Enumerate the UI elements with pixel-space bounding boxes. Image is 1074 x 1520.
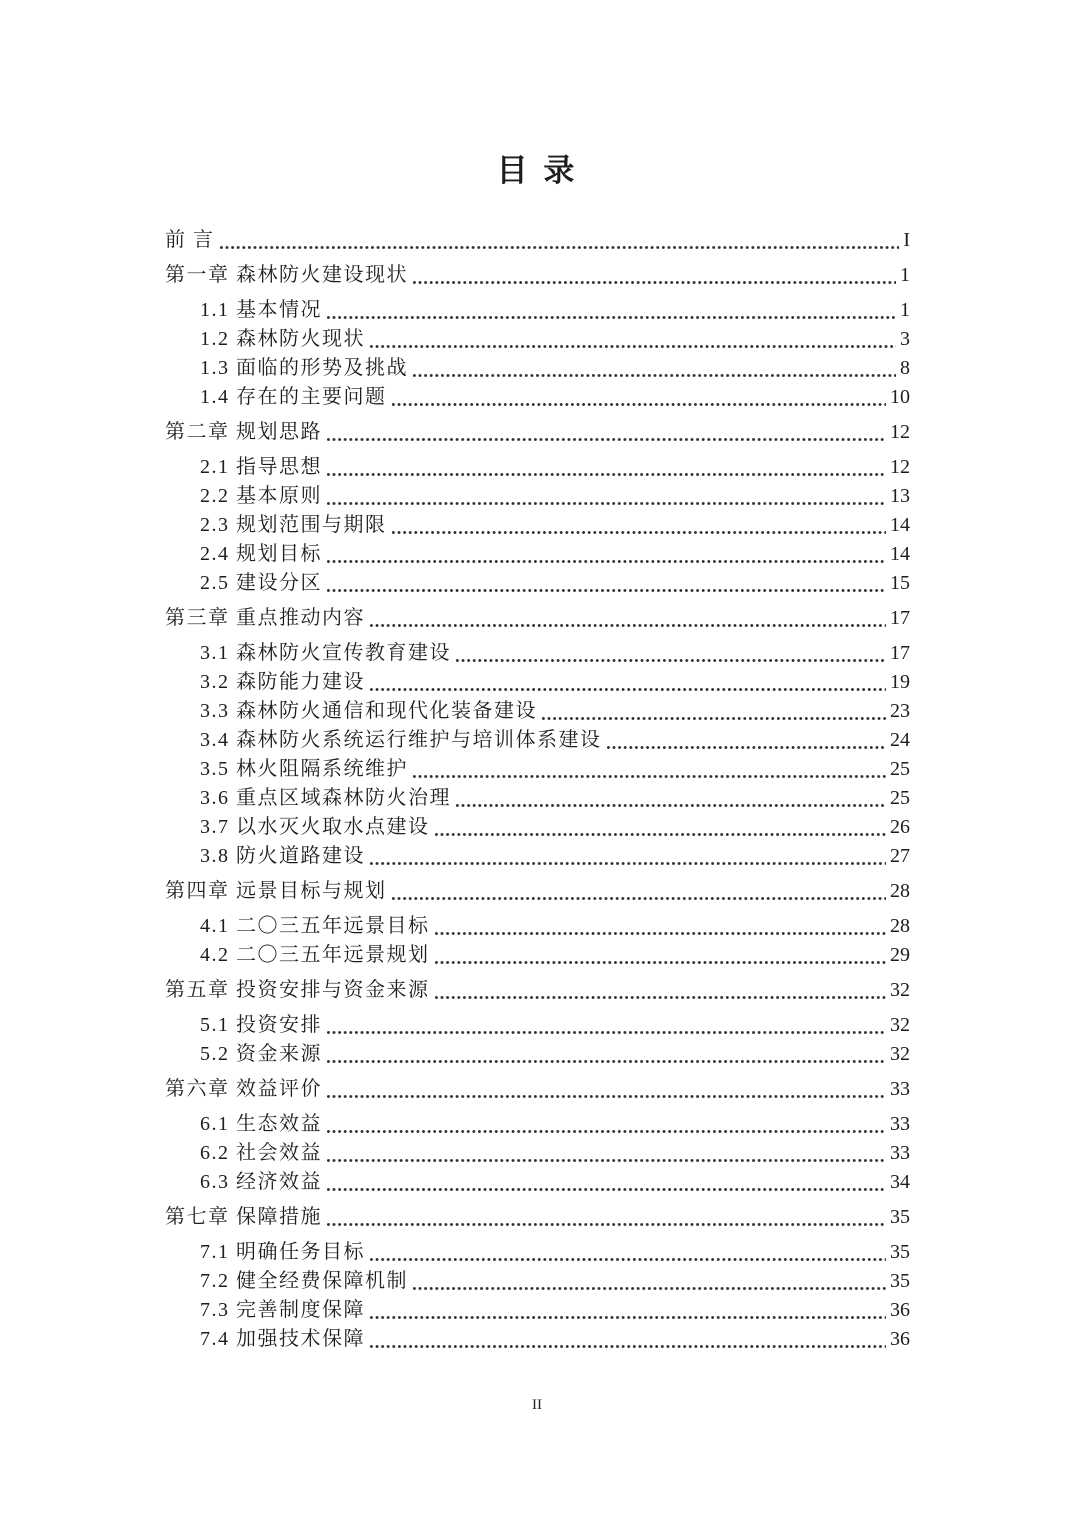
toc-entry-page: 23 (890, 700, 910, 722)
toc-entry-page: 3 (900, 328, 910, 350)
toc-leader-dots (327, 316, 896, 319)
toc-row (165, 226, 910, 255)
toc-entry-page: 27 (890, 845, 910, 867)
toc-entry-label: 第二章 规划思路 (165, 421, 322, 443)
toc-row (165, 1110, 910, 1139)
toc-row (165, 1325, 910, 1354)
toc-entry-label: 7.3 完善制度保障 (200, 1299, 365, 1321)
toc-entry-label: 2.2 基本原则 (200, 485, 322, 507)
toc-entry-page: 12 (890, 421, 910, 443)
toc-entry-label: 1.2 森林防火现状 (200, 328, 365, 350)
toc-row (165, 1203, 910, 1232)
toc-leader-dots (327, 589, 886, 592)
toc-leader-dots (327, 1159, 886, 1162)
toc-row (165, 482, 910, 511)
toc-entry-label: 3.3 森林防火通信和现代化装备建设 (200, 700, 537, 722)
toc-row (165, 325, 910, 354)
toc-row (165, 540, 910, 569)
toc-leader-dots (370, 1345, 886, 1348)
toc-row (165, 453, 910, 482)
toc-leader-dots (370, 1316, 886, 1319)
toc-leader-dots (370, 688, 886, 691)
toc-list (165, 226, 910, 1354)
toc-row (165, 697, 910, 726)
toc-leader-dots (370, 862, 886, 865)
toc-entry-page: 14 (890, 514, 910, 536)
toc-leader-dots (413, 775, 886, 778)
toc-entry-page: 12 (890, 456, 910, 478)
toc-row (165, 383, 910, 412)
toc-entry-label: 1.1 基本情况 (200, 299, 322, 321)
toc-entry-page: 33 (890, 1113, 910, 1135)
toc-row (165, 569, 910, 598)
toc-entry-label: 4.1 二〇三五年远景目标 (200, 915, 430, 937)
toc-leader-dots (413, 281, 896, 284)
toc-entry-page: 35 (890, 1270, 910, 1292)
toc-entry-label: 5.1 投资安排 (200, 1014, 322, 1036)
toc-entry-page: 32 (890, 1014, 910, 1036)
toc-leader-dots (327, 1130, 886, 1133)
toc-leader-dots (327, 1031, 886, 1034)
toc-leader-dots (435, 932, 887, 935)
toc-entry-label: 3.2 森防能力建设 (200, 671, 365, 693)
toc-entry-page: 17 (890, 607, 910, 629)
toc-entry-page: 32 (890, 979, 910, 1001)
toc-leader-dots (542, 717, 886, 720)
toc-row (165, 1238, 910, 1267)
toc-row (165, 1267, 910, 1296)
toc-entry-page: 33 (890, 1142, 910, 1164)
toc-entry-page: 34 (890, 1171, 910, 1193)
toc-leader-dots (327, 1060, 886, 1063)
toc-leader-dots (327, 560, 886, 563)
toc-title: 目 录 (496, 153, 579, 188)
toc-entry-label: 第六章 效益评价 (165, 1078, 322, 1100)
toc-row (165, 511, 910, 540)
toc-leader-dots (370, 345, 896, 348)
toc-leader-dots (456, 804, 886, 807)
toc-row (165, 261, 910, 290)
toc-entry-page: 35 (890, 1206, 910, 1228)
toc-entry-label: 4.2 二〇三五年远景规划 (200, 944, 430, 966)
toc-leader-dots (370, 1258, 886, 1261)
toc-entry-page: 19 (890, 671, 910, 693)
toc-entry-label: 1.4 存在的主要问题 (200, 386, 387, 408)
toc-row (165, 755, 910, 784)
toc-entry-label: 2.1 指导思想 (200, 456, 322, 478)
toc-leader-dots (435, 833, 887, 836)
toc-entry-page: 33 (890, 1078, 910, 1100)
toc-entry-page: 26 (890, 816, 910, 838)
toc-entry-page: 29 (890, 944, 910, 966)
toc-leader-dots (392, 897, 887, 900)
toc-row (165, 976, 910, 1005)
toc-entry-page: 15 (890, 572, 910, 594)
toc-row (165, 813, 910, 842)
toc-entry-label: 2.3 规划范围与期限 (200, 514, 387, 536)
toc-entry-page: 36 (890, 1328, 910, 1350)
toc-entry-label: 2.4 规划目标 (200, 543, 322, 565)
toc-row (165, 1168, 910, 1197)
toc-entry-page: 14 (890, 543, 910, 565)
toc-leader-dots (435, 961, 887, 964)
toc-row (165, 1139, 910, 1168)
toc-entry-label: 6.2 社会效益 (200, 1142, 322, 1164)
toc-row (165, 354, 910, 383)
toc-leader-dots (327, 1188, 886, 1191)
toc-row (165, 726, 910, 755)
toc-entry-page: 35 (890, 1241, 910, 1263)
toc-entry-page: 17 (890, 642, 910, 664)
page-footer (0, 1396, 1074, 1414)
toc-leader-dots (327, 1095, 886, 1098)
toc-leader-dots (327, 438, 886, 441)
toc-entry-label: 第四章 远景目标与规划 (165, 880, 387, 902)
toc-entry-page: 1 (900, 299, 910, 321)
toc-row (165, 668, 910, 697)
toc-entry-label: 3.4 森林防火系统运行维护与培训体系建设 (200, 729, 602, 751)
toc-leader-dots (435, 996, 887, 999)
toc-row (165, 912, 910, 941)
toc-row (165, 842, 910, 871)
toc-entry-label: 3.1 森林防火宣传教育建设 (200, 642, 451, 664)
toc-leader-dots (220, 246, 900, 249)
toc-row (165, 604, 910, 633)
toc-leader-dots (607, 746, 887, 749)
toc-row (165, 296, 910, 325)
toc-entry-page: I (903, 229, 910, 251)
toc-entry-label: 第三章 重点推动内容 (165, 607, 365, 629)
toc-leader-dots (327, 502, 886, 505)
toc-entry-page: 32 (890, 1043, 910, 1065)
toc-row (165, 418, 910, 447)
toc-entry-page: 13 (890, 485, 910, 507)
toc-leader-dots (327, 473, 886, 476)
toc-entry-label: 6.1 生态效益 (200, 1113, 322, 1135)
toc-row (165, 1040, 910, 1069)
toc-leader-dots (327, 1223, 886, 1226)
toc-row (165, 784, 910, 813)
toc-entry-label: 7.4 加强技术保障 (200, 1328, 365, 1350)
toc-entry-label: 3.8 防火道路建设 (200, 845, 365, 867)
toc-row (165, 941, 910, 970)
toc-entry-page: 28 (890, 915, 910, 937)
toc-entry-page: 10 (890, 386, 910, 408)
toc-leader-dots (392, 403, 887, 406)
toc-entry-label: 2.5 建设分区 (200, 572, 322, 594)
toc-entry-page: 8 (900, 357, 910, 379)
toc-entry-label: 6.3 经济效益 (200, 1171, 322, 1193)
toc-entry-label: 3.5 林火阻隔系统维护 (200, 758, 408, 780)
toc-entry-label: 7.2 健全经费保障机制 (200, 1270, 408, 1292)
toc-entry-page: 28 (890, 880, 910, 902)
toc-row (165, 1075, 910, 1104)
toc-entry-label: 3.7 以水灭火取水点建设 (200, 816, 430, 838)
toc-leader-dots (456, 659, 886, 662)
toc-row (165, 1011, 910, 1040)
toc-entry-page: 36 (890, 1299, 910, 1321)
toc-entry-label: 5.2 资金来源 (200, 1043, 322, 1065)
toc-row (165, 1296, 910, 1325)
toc-entry-label: 第一章 森林防火建设现状 (165, 264, 408, 286)
toc-entry-page: 24 (890, 729, 910, 751)
toc-leader-dots (413, 1287, 886, 1290)
toc-entry-label: 3.6 重点区域森林防火治理 (200, 787, 451, 809)
toc-entry-label: 1.3 面临的形势及挑战 (200, 357, 408, 379)
toc-leader-dots (413, 374, 896, 377)
footer-page-number: II (532, 1397, 542, 1413)
toc-entry-label: 第七章 保障措施 (165, 1206, 322, 1228)
toc-leader-dots (392, 531, 887, 534)
toc-entry-label: 前 言 (165, 229, 215, 251)
toc-entry-label: 第五章 投资安排与资金来源 (165, 979, 430, 1001)
toc-row (165, 877, 910, 906)
toc-entry-page: 25 (890, 758, 910, 780)
toc-entry-page: 25 (890, 787, 910, 809)
toc-leader-dots (370, 624, 886, 627)
toc-entry-label: 7.1 明确任务目标 (200, 1241, 365, 1263)
toc-entry-page: 1 (900, 264, 910, 286)
toc-row (165, 639, 910, 668)
